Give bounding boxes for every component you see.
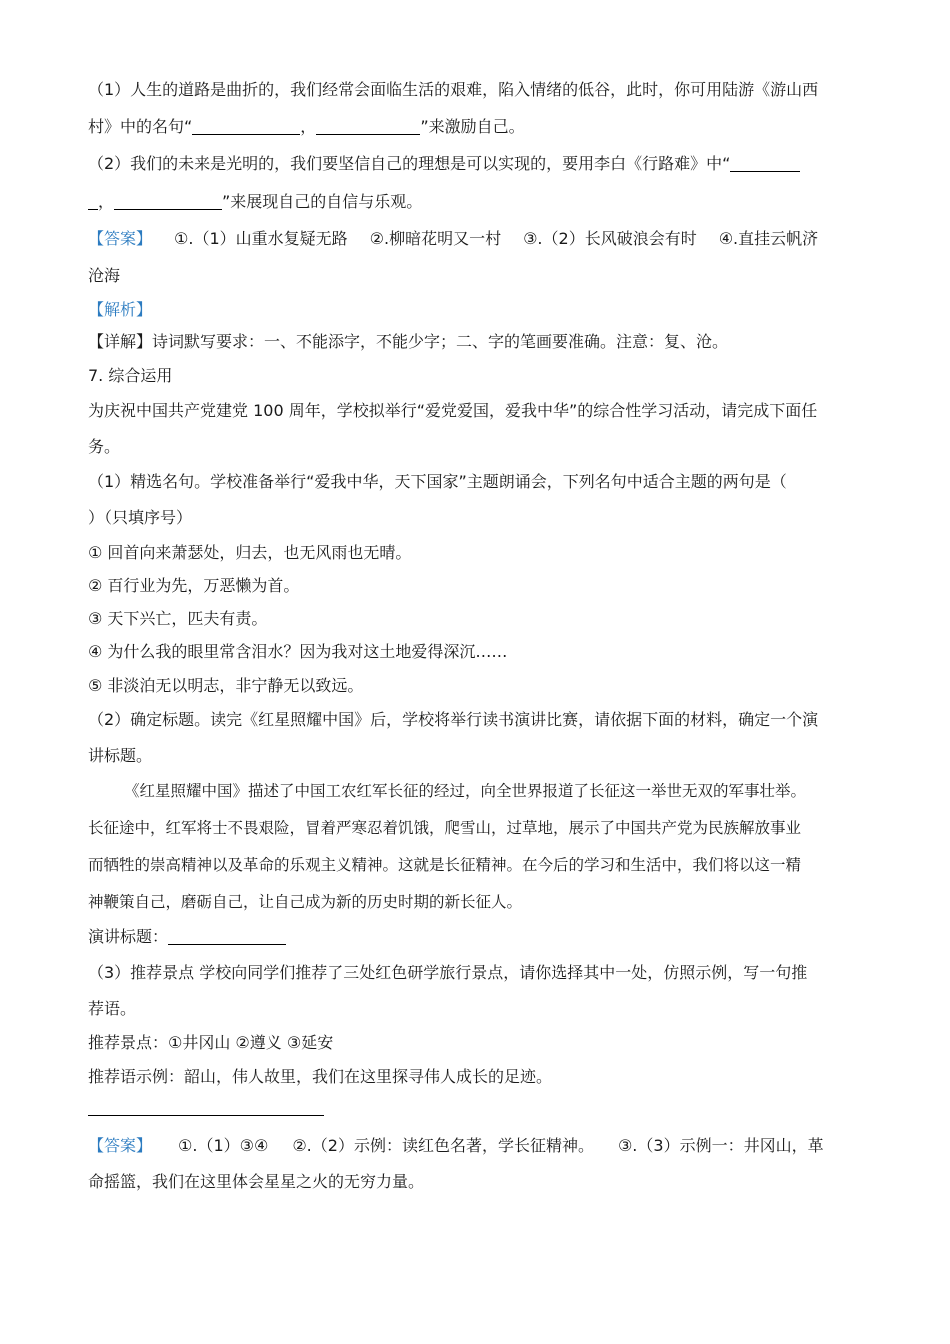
q7-heading: 7. 综合运用 — [88, 366, 173, 385]
q6-detail — [88, 332, 728, 352]
q7-answer-3: ③.（3）示例一：井冈山，革 — [617, 1136, 824, 1155]
q7-answer-line2: 命摇篮，我们在这里体会星星之火的无穷力量。 — [88, 1172, 425, 1191]
q7-answer-1: ①.（1）③④ — [178, 1136, 269, 1155]
fill-blank — [316, 118, 420, 135]
q6-answer-4: ④.直挂云帆济 — [718, 229, 819, 248]
q6-part1-line2-suffix: ”来激励自己。 — [420, 117, 525, 136]
detail-tag: 【详解】 — [88, 332, 153, 351]
speech-title-row — [88, 927, 286, 947]
q6-part2-line2-suffix: ”来展现自己的自信与乐观。 — [222, 192, 423, 211]
detail-text: 诗词默写要求：一、不能添字，不能少字；二、字的笔画要准确。注意：复、沧。 — [152, 332, 729, 351]
fill-blank — [168, 928, 286, 945]
material-line: 长征途中，红军将士不畏艰险，冒着严寒忍着饥饿，爬雪山，过草地，展示了中国共产党为民族解放事业 — [88, 819, 802, 837]
q7-part1-line1: （1）精选名句。学校准备举行“爱我中华，天下国家”主题朗诵会，下列名句中适合主题的两句是（ — [88, 472, 787, 491]
q6-part1-line2 — [88, 117, 525, 137]
q7-part2-line1: （2）确定标题。读完《红星照耀中国》后，学校将举行读书演讲比赛，请依据下面的材料，确定一个演 — [88, 710, 819, 729]
q6-part2-comma: ， — [98, 192, 115, 211]
recommendation-example: 推荐语示例：韶山，伟人故里，我们在这里探寻伟人成长的足迹。 — [88, 1067, 553, 1086]
q7-part3-line2: 荐语。 — [88, 999, 137, 1018]
q6-part2-line1-text: （2）我们的未来是光明的，我们要坚信自己的理想是可以实现的，要用李白《行路难》中“ — [88, 154, 731, 173]
fill-blank — [114, 193, 222, 210]
speech-title-label: 演讲标题： — [88, 927, 169, 946]
option-item: ② 百行业为先，万恶懒为首。 — [88, 576, 300, 595]
q7-intro-line2: 务。 — [88, 437, 121, 456]
q7-answer-2: ②.（2）示例：读红色名著，学长征精神。 — [292, 1136, 594, 1155]
q6-part2-line1 — [88, 154, 800, 174]
q7-answer-line1 — [88, 1136, 824, 1156]
analysis-tag: 【解析】 — [88, 300, 153, 319]
answer-blank-line — [88, 1115, 324, 1116]
fill-blank — [88, 193, 98, 210]
fill-blank — [730, 155, 800, 172]
q6-part1-line1: （1）人生的道路是曲折的，我们经常会面临生活的艰难，陷入情绪的低谷，此时，你可用陆游《游山西 — [88, 80, 819, 99]
q6-answer-3: ③.（2）长风破浪会有时 — [523, 229, 697, 248]
q7-part2-line2: 讲标题。 — [88, 746, 153, 765]
q6-answer-1: ①.（1）山重水复疑无路 — [174, 229, 348, 248]
option-item: ④ 为什么我的眼里常含泪水？因为我对这土地爱得深沉…… — [88, 642, 508, 661]
q6-answer-line2: 沧海 — [88, 266, 121, 285]
q6-answer-2: ②.柳暗花明又一村 — [369, 229, 502, 248]
q6-part1-line2-prefix: 村》中的名句“ — [88, 117, 193, 136]
q6-answer-line1 — [88, 229, 818, 249]
recommended-spots: 推荐景点：①井冈山 ②遵义 ③延安 — [88, 1033, 334, 1052]
q7-part1-line2: ）（只填序号） — [88, 508, 193, 527]
q6-part1-comma: ， — [300, 117, 317, 136]
material-line: 神鞭策自己，磨砺自己，让自己成为新的历史时期的新长征人。 — [88, 893, 523, 911]
option-item: ① 回首向来萧瑟处，归去，也无风雨也无晴。 — [88, 543, 412, 562]
option-item: ⑤ 非淡泊无以明志，非宁静无以致远。 — [88, 676, 364, 695]
q7-part3-line1: （3）推荐景点 学校向同学们推荐了三处红色研学旅行景点，请你选择其中一处，仿照示例，写一句推 — [88, 963, 808, 982]
material-line: 而牺牲的崇高精神以及革命的乐观主义精神。这就是长征精神。在今后的学习和生活中，我们将以这一精 — [88, 856, 802, 874]
fill-blank — [192, 118, 300, 135]
q6-part2-line2 — [88, 192, 422, 212]
answer-tag: 【答案】 — [88, 1136, 153, 1155]
q7-intro-line1: 为庆祝中国共产党建党 100 周年，学校拟举行“爱党爱国，爱我中华”的综合性学习活动，请完成下面任 — [88, 401, 818, 420]
option-item: ③ 天下兴亡，匹夫有责。 — [88, 609, 268, 628]
answer-tag: 【答案】 — [88, 229, 153, 248]
material-line: 《红星照耀中国》描述了中国工农红军长征的经过，向全世界报道了长征这一举世无双的军事壮举。 — [124, 782, 807, 800]
